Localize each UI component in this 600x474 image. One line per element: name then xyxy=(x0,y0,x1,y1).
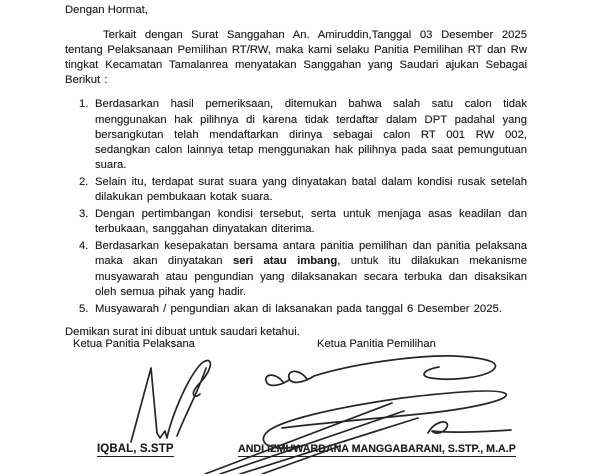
numbered-list xyxy=(65,97,527,316)
item-text: Dengan pertimbangan kondisi tersebut, serta untuk menjaga asas keadilan dan terbukaan, sanggahan dinyatakan diterima. xyxy=(95,208,527,236)
signatory-title-pemilihan: Ketua Panitia Pemilihan xyxy=(317,338,436,350)
item-text: Selain itu, terdapat surat suara yang dinyatakan batal dalam kondisi rusak setelah dilakukan pembukaan kotak suara. xyxy=(95,175,527,204)
opening-paragraph: Terkait dengan Surat Sanggahan An. Amiruddin,Tanggal 03 Desember 2025 tentang Pelaksanaan Pemilihan RT/RW, maka kami selaku Panitia Pemilihan RT dan Rw tingkat Kecamatan Tamalanrea menyatakan Sanggahan yang Saudari ajukan Sebagai Berikut : xyxy=(65,29,527,87)
signatory-name-manggabarani: ANDI IZMUWARDANA MANGGABARANI, S.STP., M.A.P xyxy=(238,443,516,455)
item-number: 1. xyxy=(79,98,89,111)
closing-paragraph: Demikan surat ini dibuat untuk saudari ketahui. xyxy=(65,325,300,338)
list-item xyxy=(65,97,527,172)
salutation: Dengan Hormat, xyxy=(65,4,148,16)
list-item xyxy=(65,175,527,205)
signature-iqbal-icon xyxy=(131,360,210,442)
item-number: 4. xyxy=(79,240,89,253)
signatory-title-pelaksana: Ketua Panitia Pelaksana xyxy=(73,338,195,350)
list-item xyxy=(65,239,527,299)
list-item xyxy=(65,302,527,317)
item-text: Berdasarkan hasil pemeriksaan, ditemukan bahwa salah satu calon tidak menggunakan hak pilihnya di karena tidak terdaftar dalam DPT padahal yang bersangkutan telah mendaftarkan dirinya sebagai calon RT 001 RW 002, sedangkan calon lainnya tetap menggunakan hak pilihnya pada saat pemungutuan suara. xyxy=(95,98,527,171)
item-text-bold: seri atau imbang xyxy=(232,255,338,268)
list-item xyxy=(65,207,527,237)
item-text: Musyawarah / pengundian akan di laksanakan pada tanggal 6 Desember 2025. xyxy=(95,302,502,315)
item-number: 2. xyxy=(79,175,89,188)
item-text-pre: Berdasarkan kesepakatan bersama antara panitia pemilihan dan panitia pelaksana maka akan dinyatakan xyxy=(95,240,527,268)
signatory-name-iqbal: IQBAL, S.STP xyxy=(97,443,174,455)
letter-body xyxy=(65,3,527,351)
item-number: 3. xyxy=(79,208,89,221)
item-text-post: , untuk itu dilakukan mekanisme musyawarah atau pengundian yang dilaksanakan secara terbuka dan disaksikan oleh semua pihak yang hadir. xyxy=(95,255,527,298)
item-number: 5. xyxy=(79,302,89,315)
